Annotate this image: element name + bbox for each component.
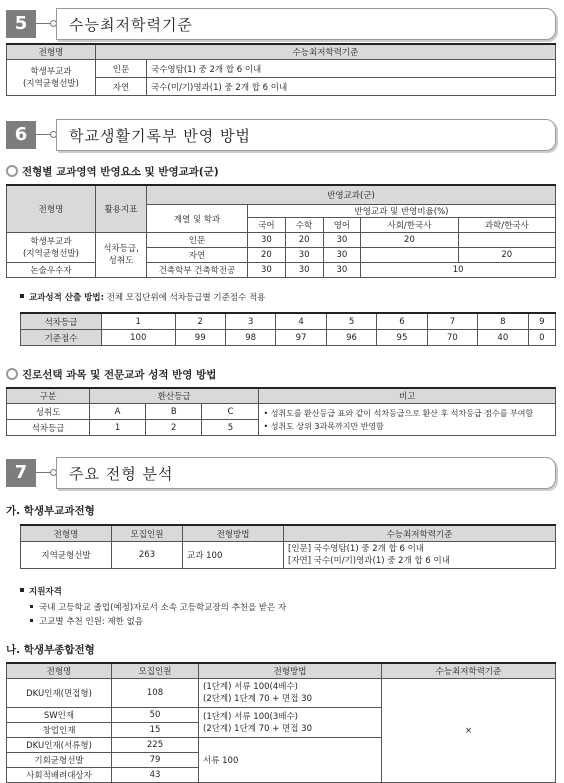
method: 교과 100 <box>183 542 284 569</box>
section-title-box <box>56 8 556 40</box>
section-title: 주요 전형 분석 <box>69 465 174 483</box>
grade: 2 <box>175 313 225 330</box>
col-header: 수능최저학력기준 <box>284 525 556 542</box>
count: 79 <box>112 753 199 768</box>
value: 30 <box>248 233 286 248</box>
qualification-item: 국내 고등학교 졸업(예정)자로서 소속 고등학교장의 추천을 받은 자 <box>30 601 286 613</box>
count: 43 <box>112 768 199 783</box>
square-bullet-icon <box>20 294 24 298</box>
score: 100 <box>102 330 176 346</box>
subject-header: 사회/한국사 <box>361 218 458 233</box>
count: 15 <box>112 723 199 738</box>
col-header: 전형명 <box>7 185 96 233</box>
section-title: 학교생활기록부 반영 방법 <box>69 127 251 145</box>
count: 263 <box>112 542 183 569</box>
bullet-icon <box>30 605 33 608</box>
grade: 4 <box>276 313 326 330</box>
value: 20 <box>248 248 286 263</box>
section-title: 수능최저학력기준 <box>69 16 193 34</box>
track: 자연 <box>96 78 147 96</box>
bullet-icon <box>30 619 33 622</box>
col-header: 모집인원 <box>112 525 183 542</box>
grade: 3 <box>225 313 275 330</box>
grade: 7 <box>427 313 477 330</box>
square-bullet-icon <box>20 588 24 592</box>
circle-bullet-icon <box>6 165 18 177</box>
method: 서류 100 <box>199 738 382 783</box>
value: 30 <box>323 233 361 248</box>
col-header: 수능최저학력기준 <box>382 663 556 679</box>
table-csat-minimum <box>6 43 556 96</box>
section-number: 6 <box>6 121 36 149</box>
qualification-item: 고교별 추천 인원: 제한 없음 <box>30 615 143 627</box>
col-header: 전형명 <box>7 663 112 679</box>
type: 석차등급 <box>7 420 90 436</box>
subsection-title: 나. 학생부종합전형 <box>6 644 95 656</box>
score: 99 <box>175 330 225 346</box>
section-5-header <box>6 8 556 40</box>
value: 30 <box>285 263 323 278</box>
grade: 5 <box>326 313 376 330</box>
qualification-title: 지원자격 <box>20 585 62 597</box>
col-header: 모집인원 <box>112 663 199 679</box>
program-name: 지역균형선발 <box>21 542 112 569</box>
value: C <box>202 404 259 420</box>
count: 108 <box>112 679 199 708</box>
col-header: 반영교과(군) <box>147 185 556 205</box>
score: 97 <box>276 330 326 346</box>
value: A <box>90 404 146 420</box>
note-item: • 성취도 상위 3과목까지만 반영함 <box>263 421 384 431</box>
method-cell: (1단계) 서류 100(4배수) (2단계) 1단계 70 + 면접 30 <box>199 679 382 708</box>
section-title-box <box>56 119 556 151</box>
value: 20 <box>458 248 555 263</box>
value: 2 <box>146 420 202 436</box>
circle-bullet-icon <box>6 368 18 380</box>
section-6-header <box>6 119 556 151</box>
score: 70 <box>427 330 477 346</box>
note-item: • 성취도를 환산등급 표와 같이 석차등급으로 환산 후 석차등급 점수를 부여함 <box>263 408 534 418</box>
dept: 건축학부 건축학전공 <box>147 263 248 278</box>
criteria-cell: [인문] 국수영탐(1) 중 2개 합 6 이내 [자연] 국수(미/기)영과(1) 중 2개 합 6 이내 <box>284 542 556 569</box>
program-name: DKU인재(면접형) <box>7 679 112 708</box>
value: 10 <box>361 263 556 278</box>
program-name: 학생부교과 (지역균형선발) <box>7 60 96 96</box>
subsection-title: 가. 학생부교과전형 <box>6 505 95 517</box>
score: 95 <box>377 330 427 346</box>
criteria: 국수영탐(1) 중 2개 합 6 이내 <box>147 60 556 78</box>
grade: 9 <box>528 313 555 330</box>
count: 50 <box>112 708 199 723</box>
col-header: 활용지표 <box>96 185 147 233</box>
section-number: 5 <box>6 10 36 38</box>
grade: 6 <box>377 313 427 330</box>
table-grade-scores <box>20 312 556 346</box>
subject-header: 과학/한국사 <box>458 218 555 233</box>
count: 225 <box>112 738 199 753</box>
col-header: 전형방법 <box>199 663 382 679</box>
grade: 1 <box>102 313 176 330</box>
value: 1 <box>90 420 146 436</box>
section-number: 7 <box>6 459 36 487</box>
dept: 자연 <box>147 248 248 263</box>
program-name: DKU인재(서류형) <box>7 738 112 753</box>
section-7-header <box>6 457 556 489</box>
col-header: 전형명 <box>7 44 96 60</box>
subject-header: 국어 <box>248 218 286 233</box>
value: 30 <box>285 248 323 263</box>
table-school-record-program <box>20 524 556 569</box>
score: 96 <box>326 330 376 346</box>
criteria: × <box>382 679 556 783</box>
calc-method-note: 교과성적 산출 방법: 전체 모집단위에 석차등급별 기준점수 적용 <box>20 291 265 303</box>
value: 20 <box>285 233 323 248</box>
notes-cell <box>259 404 556 436</box>
track: 인문 <box>96 60 147 78</box>
col-header: 구분 <box>7 388 90 404</box>
score: 98 <box>225 330 275 346</box>
value: 5 <box>202 420 259 436</box>
row-header: 기준점수 <box>21 330 102 346</box>
subject-header: 수학 <box>285 218 323 233</box>
program-name: 학생부교과 (지역균형선발) <box>7 233 96 263</box>
program-name: 기회균형선발 <box>7 753 112 768</box>
col-header: 환산등급 <box>90 388 259 404</box>
table-subject-reflection <box>6 184 556 278</box>
col-header: 전형명 <box>21 525 112 542</box>
program-name: 창업인재 <box>7 723 112 738</box>
value: B <box>146 404 202 420</box>
col-header: 수능최저학력기준 <box>96 44 556 60</box>
score: 40 <box>478 330 528 346</box>
row-header: 석차등급 <box>21 313 102 330</box>
subsection-title: 진로선택 과목 및 전문교과 성적 반영 방법 <box>6 367 216 382</box>
score: 0 <box>528 330 555 346</box>
table-career-conversion <box>6 387 556 436</box>
table-comprehensive-program <box>6 662 556 783</box>
dept: 인문 <box>147 233 248 248</box>
subsection-title: 전형별 교과영역 반영요소 및 반영교과(군) <box>6 164 219 179</box>
col-header: 비고 <box>259 388 556 404</box>
value: 20 <box>361 233 458 248</box>
col-header: 계열 및 학과 <box>147 205 248 233</box>
type: 성취도 <box>7 404 90 420</box>
col-header: 전형방법 <box>183 525 284 542</box>
value: 30 <box>323 248 361 263</box>
value <box>458 233 555 248</box>
value <box>361 248 458 263</box>
program-name: 논술우수자 <box>7 263 96 278</box>
section-title-box <box>56 457 556 489</box>
criteria: 국수(미/기)영과(1) 중 2개 합 6 이내 <box>147 78 556 96</box>
method-cell: (1단계) 서류 100(3배수) (2단계) 1단계 70 + 면접 30 <box>199 708 382 738</box>
value: 30 <box>248 263 286 278</box>
program-name: 사회적배려대상자 <box>7 768 112 783</box>
grade: 8 <box>478 313 528 330</box>
program-name: SW인재 <box>7 708 112 723</box>
value: 30 <box>323 263 361 278</box>
index: 석차등급, 성취도 <box>96 233 147 278</box>
subject-header: 영어 <box>323 218 361 233</box>
col-header: 반영교과 및 반영비율(%) <box>248 205 556 218</box>
